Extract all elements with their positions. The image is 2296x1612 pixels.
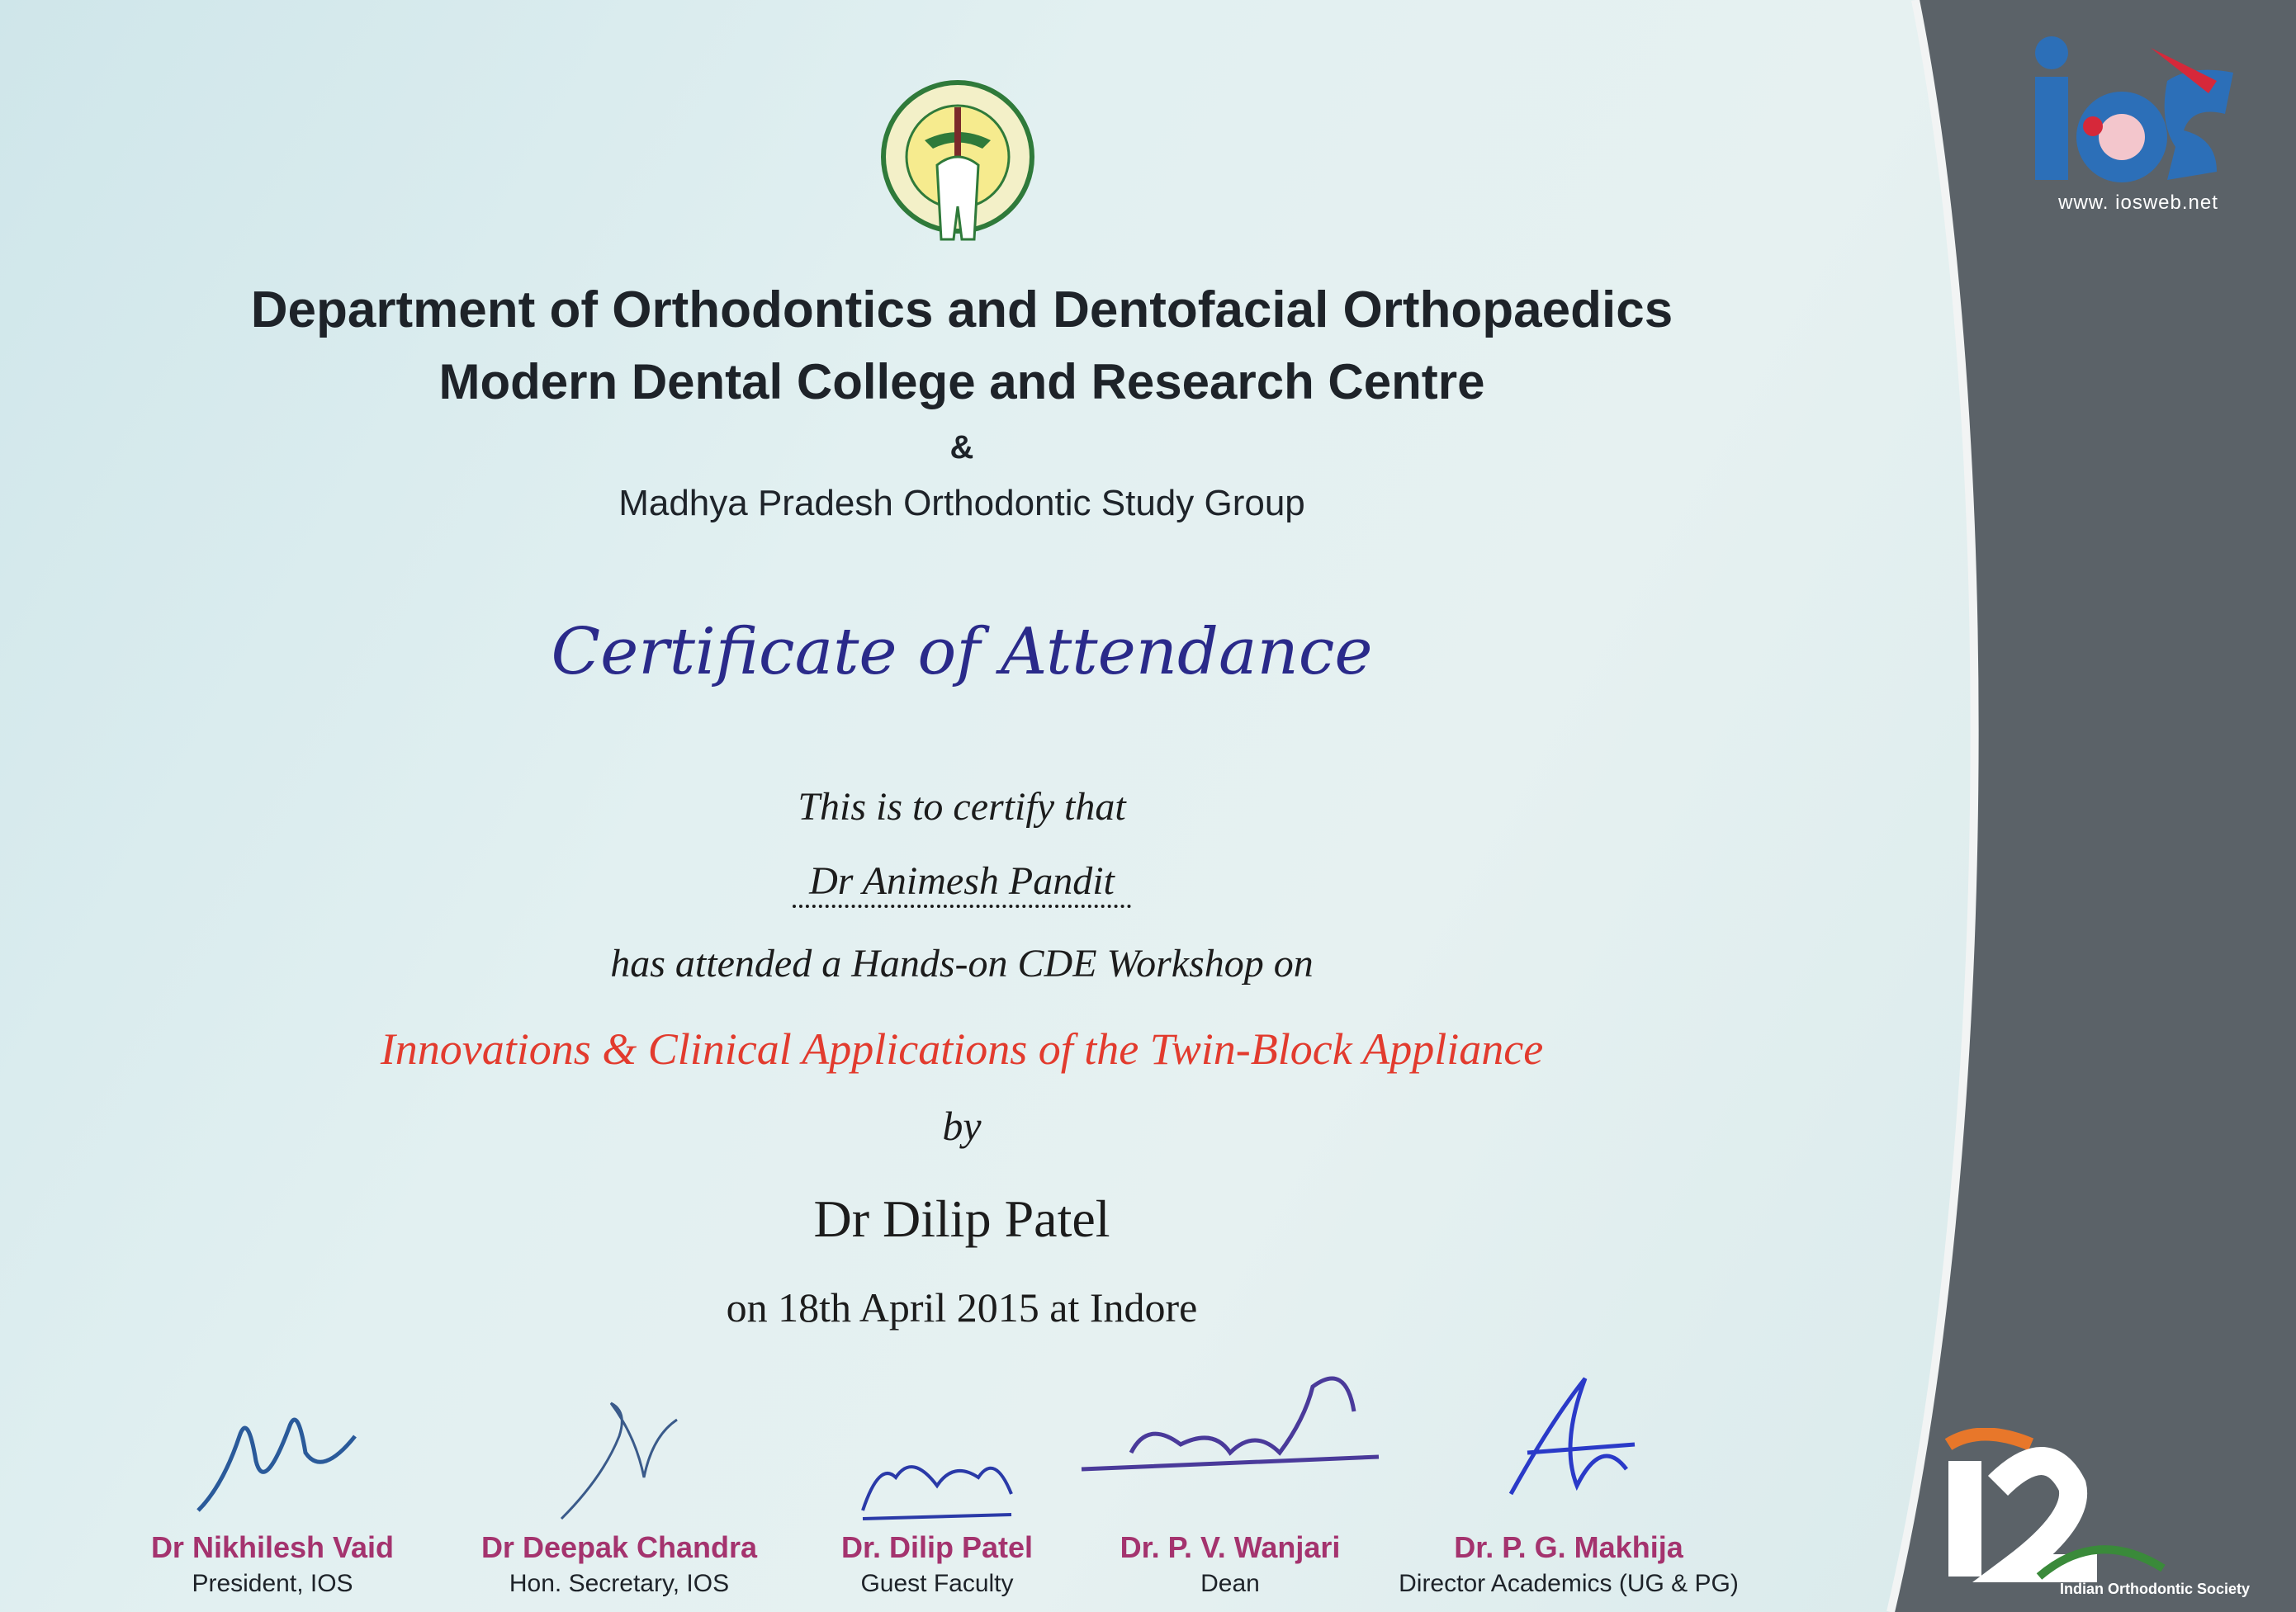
signatory-1 [99,1387,446,1598]
signature-icon [1461,1354,1676,1527]
college-seal-icon [875,74,1040,256]
signatory-role: Dean [1200,1570,1260,1597]
recipient-line [0,858,1924,904]
signatory-name: Dr. P. V. Wanjari [1120,1530,1341,1564]
by-line: by [942,1103,982,1149]
ampersand: & [949,429,974,466]
ios-12-emblem-icon [1932,1428,2180,1585]
signatory-name: Dr Nikhilesh Vaid [150,1530,395,1564]
workshop-topic: Innovations & Clinical Applications of the Twin-Block Appliance [380,1024,1544,1074]
ios-logo-icon [2027,31,2242,188]
signatory-role: President, IOS [192,1570,353,1597]
signature-icon [512,1387,727,1527]
attended-line: has attended a Hands-on CDE Workshop on [610,942,1314,986]
college-heading: Modern Dental College and Research Centre [438,354,1485,409]
signatory-4 [1057,1354,1404,1598]
department-heading: Department of Orthodontics and Dentofacial Orthopaedics [250,281,1673,338]
signatory-name: Dr. Dilip Patel [840,1530,1034,1564]
signatory-name: Dr. P. G. Makhija [1454,1530,1683,1564]
certificate-title: Certificate of Attendance [551,615,1373,689]
signature-icon [830,1387,1044,1527]
signatory-role: Director Academics (UG & PG) [1399,1570,1739,1597]
signatory-role: Guest Faculty [860,1570,1014,1597]
recipient-name: Dr Animesh Pandit [793,859,1131,908]
signatory-name: Dr Deepak Chandra [481,1530,758,1564]
ios-society-label: Indian Orthodontic Society [2059,1581,2250,1597]
ios-website: www. iosweb.net [2058,191,2218,214]
study-group-heading: Madhya Pradesh Orthodontic Study Group [618,483,1305,523]
certify-line: This is to certify that [798,785,1126,829]
signature-icon [165,1387,380,1527]
signatory-2 [446,1387,793,1598]
signatory-role: Hon. Secretary, IOS [509,1570,730,1597]
speaker-name: Dr Dilip Patel [813,1189,1110,1248]
date-line: on 18th April 2015 at Indore [726,1284,1198,1331]
signatory-5 [1395,1354,1742,1598]
signature-icon [1065,1354,1395,1527]
